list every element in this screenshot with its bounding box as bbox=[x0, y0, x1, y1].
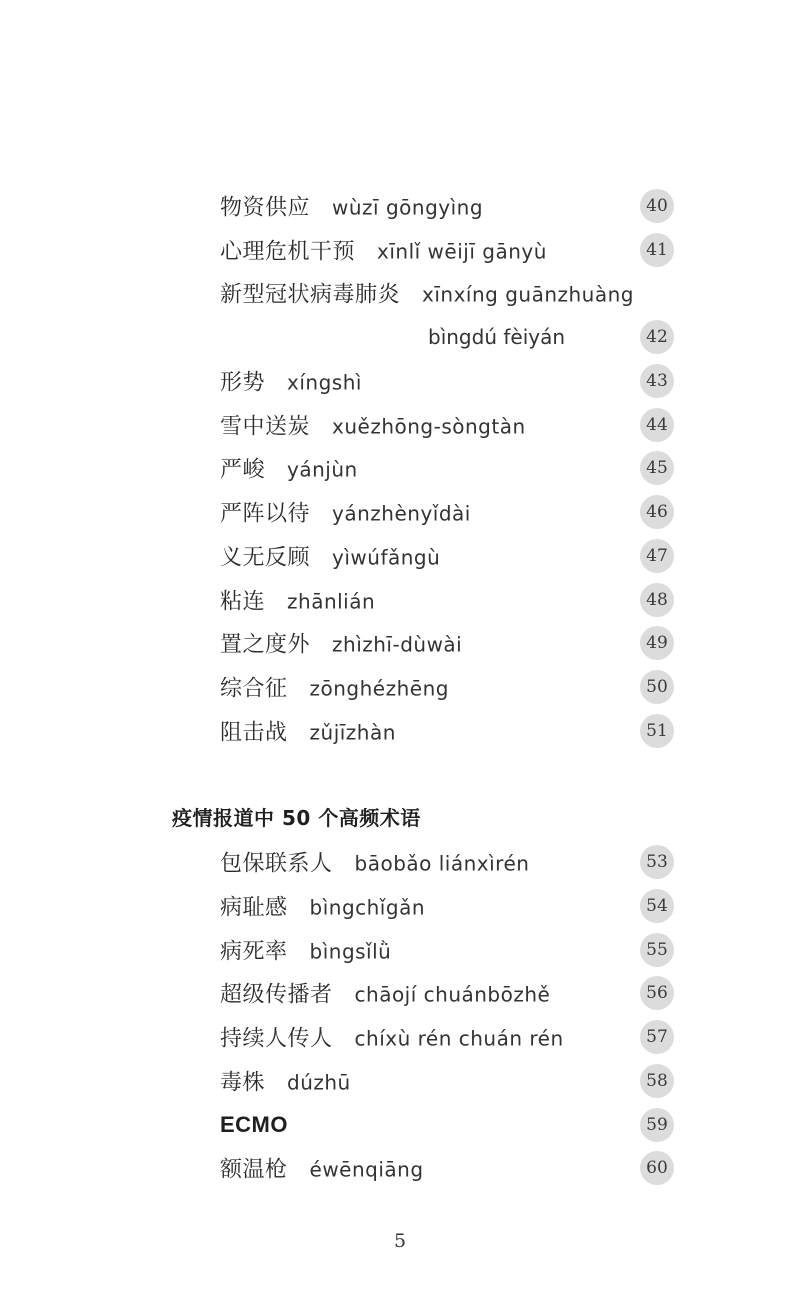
page-badge: 40 bbox=[640, 189, 674, 223]
entry-term bbox=[220, 1153, 424, 1184]
entry-term bbox=[220, 453, 358, 484]
toc-entry[interactable] bbox=[220, 580, 674, 620]
toc-entry[interactable] bbox=[220, 1105, 674, 1145]
entry-pinyin: zhìzhī-dùwài bbox=[332, 632, 463, 657]
entry-pinyin: xīnxíng guānzhuàng bbox=[422, 282, 634, 307]
entry-pinyin: éwēnqiāng bbox=[309, 1157, 424, 1182]
toc-entry[interactable] bbox=[220, 186, 674, 226]
section-heading: 疫情报道中 50 个高频术语 bbox=[172, 806, 421, 830]
entry-pinyin: xuězhōng-sòngtàn bbox=[332, 414, 526, 439]
entry-pinyin: xīnlǐ wēijī gānyù bbox=[377, 239, 547, 264]
toc-entry[interactable] bbox=[220, 623, 674, 663]
toc-entry-continuation[interactable] bbox=[220, 317, 674, 357]
entry-term bbox=[220, 410, 526, 441]
entry-term bbox=[220, 1066, 351, 1097]
page-badge: 51 bbox=[640, 714, 674, 748]
entry-term bbox=[220, 1112, 288, 1138]
entry-term bbox=[220, 191, 483, 222]
entry-pinyin: wùzī gōngyìng bbox=[332, 195, 484, 220]
toc-entry[interactable] bbox=[220, 1017, 674, 1057]
entry-hanzi: 额温枪 bbox=[220, 1157, 288, 1183]
entry-pinyin: bìngsǐlǜ bbox=[309, 939, 392, 964]
toc-entry[interactable] bbox=[220, 273, 674, 313]
entry-term bbox=[220, 366, 362, 397]
toc-entry[interactable] bbox=[220, 711, 674, 751]
entry-term bbox=[220, 672, 449, 703]
entry-term bbox=[220, 585, 375, 616]
toc-entry[interactable] bbox=[220, 842, 674, 882]
entry-hanzi: 综合征 bbox=[220, 676, 288, 702]
entry-pinyin: zhānlián bbox=[287, 589, 376, 614]
entry-pinyin-continuation: bìngdú fèiyán bbox=[428, 325, 566, 349]
page-number: 5 bbox=[393, 1230, 407, 1252]
entry-pinyin: chíxù rén chuán rén bbox=[354, 1026, 564, 1051]
page-badge: 58 bbox=[640, 1064, 674, 1098]
entry-hanzi: 病死率 bbox=[220, 939, 288, 965]
entry-pinyin: zōnghézhēng bbox=[309, 676, 449, 701]
entry-hanzi: 形势 bbox=[220, 370, 266, 396]
page-badge: 59 bbox=[640, 1108, 674, 1142]
page-badge: 50 bbox=[640, 670, 674, 704]
page-badge: 46 bbox=[640, 495, 674, 529]
entry-hanzi: 粘连 bbox=[220, 589, 266, 615]
page-badge: 44 bbox=[640, 408, 674, 442]
entry-term bbox=[220, 935, 391, 966]
entry-hanzi: 阻击战 bbox=[220, 720, 288, 746]
entry-term bbox=[220, 278, 634, 309]
toc-entry[interactable] bbox=[220, 405, 674, 445]
entry-term bbox=[220, 497, 471, 528]
page-badge: 45 bbox=[640, 451, 674, 485]
entry-hanzi: 病耻感 bbox=[220, 895, 288, 921]
entry-pinyin: dúzhū bbox=[287, 1070, 351, 1095]
toc-entry[interactable] bbox=[220, 930, 674, 970]
toc-entry[interactable] bbox=[220, 361, 674, 401]
entry-pinyin: bìngchǐgǎn bbox=[309, 895, 425, 920]
toc-entry[interactable] bbox=[220, 448, 674, 488]
entry-pinyin: xíngshì bbox=[287, 370, 362, 395]
entry-term bbox=[220, 235, 547, 266]
entry-term bbox=[220, 628, 462, 659]
page-badge: 57 bbox=[640, 1020, 674, 1054]
entry-term bbox=[220, 716, 396, 747]
page-badge: 42 bbox=[640, 320, 674, 354]
toc-entry[interactable] bbox=[220, 230, 674, 270]
entry-hanzi: 物资供应 bbox=[220, 195, 311, 221]
entry-pinyin: chāojí chuánbōzhě bbox=[354, 982, 551, 1007]
entry-hanzi: 毒株 bbox=[220, 1070, 266, 1096]
entry-hanzi: 新型冠状病毒肺炎 bbox=[220, 282, 401, 308]
entry-hanzi: 心理危机干预 bbox=[220, 239, 356, 265]
page-badge: 56 bbox=[640, 976, 674, 1010]
toc-entry[interactable] bbox=[220, 886, 674, 926]
toc-entry[interactable] bbox=[220, 1148, 674, 1188]
entry-hanzi: 严阵以待 bbox=[220, 501, 311, 527]
page-badge: 55 bbox=[640, 933, 674, 967]
entry-term bbox=[220, 891, 425, 922]
page-badge: 49 bbox=[640, 626, 674, 660]
entry-hanzi: 严峻 bbox=[220, 457, 266, 483]
page-badge: 43 bbox=[640, 364, 674, 398]
entry-abbreviation: ECMO bbox=[220, 1112, 288, 1137]
toc-entry[interactable] bbox=[220, 667, 674, 707]
entry-pinyin: yánzhènyǐdài bbox=[332, 501, 471, 526]
page-badge: 53 bbox=[640, 845, 674, 879]
entry-hanzi: 包保联系人 bbox=[220, 851, 333, 877]
toc-entry[interactable] bbox=[220, 536, 674, 576]
toc-entry[interactable] bbox=[220, 1061, 674, 1101]
entry-hanzi: 超级传播者 bbox=[220, 982, 333, 1008]
entry-term bbox=[220, 541, 440, 572]
toc-entry[interactable] bbox=[220, 492, 674, 532]
entry-term bbox=[220, 1022, 564, 1053]
page-badge: 48 bbox=[640, 583, 674, 617]
entry-pinyin: yánjùn bbox=[287, 457, 358, 482]
entry-pinyin: yìwúfǎngù bbox=[332, 545, 441, 570]
page-badge: 41 bbox=[640, 233, 674, 267]
toc-entry[interactable] bbox=[220, 973, 674, 1013]
entry-hanzi: 雪中送炭 bbox=[220, 414, 311, 440]
entry-hanzi: 置之度外 bbox=[220, 632, 311, 658]
entry-hanzi: 义无反顾 bbox=[220, 545, 311, 571]
entry-pinyin: bāobǎo liánxìrén bbox=[354, 851, 530, 876]
page-badge: 54 bbox=[640, 889, 674, 923]
entry-term bbox=[220, 978, 550, 1009]
page-badge: 47 bbox=[640, 539, 674, 573]
entry-term bbox=[220, 847, 529, 878]
page-badge: 60 bbox=[640, 1151, 674, 1185]
entry-pinyin: zǔjīzhàn bbox=[309, 720, 396, 745]
entry-hanzi: 持续人传人 bbox=[220, 1026, 333, 1052]
